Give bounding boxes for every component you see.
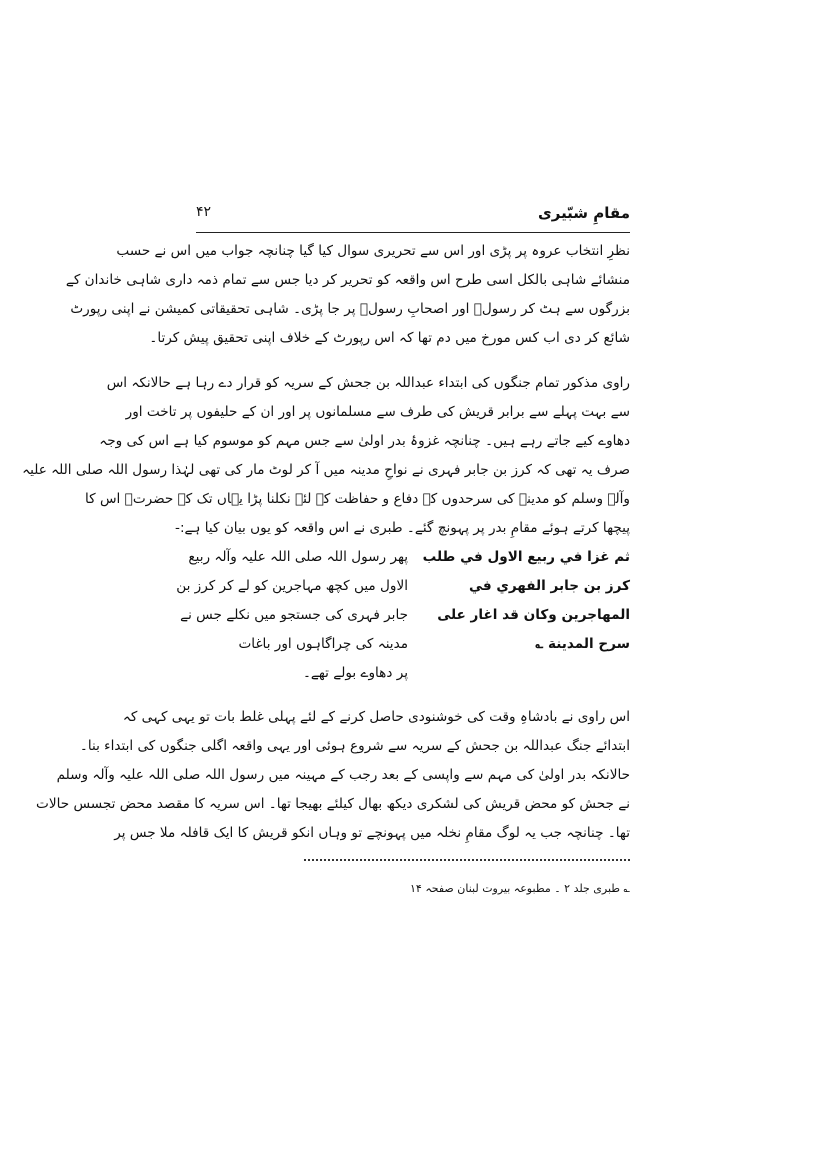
text-line: بزرگوں سے ہٹ کر رسولؐ اور اصحابِ رسولؐ پر جا پڑی۔ شاہی تحقیقاتی کمیشن نے اپنی رپورٹ <box>70 301 630 317</box>
footnote: ؎ طبری جلد ۲ ۔ مطبوعہ بیروت لبنان صفحہ ۱۴ <box>410 882 630 895</box>
arabic-quote-line: المهاجرين وكان قد اغار على <box>437 607 630 623</box>
arabic-quote-line: سرح المدينة ؎ <box>535 636 630 652</box>
text-line: اس راوی نے بادشاہِ وقت کی خوشنودی حاصل کرنے کے لئے پہلی غلط بات تو یہی کہی کہ <box>122 709 630 725</box>
page-number: ۴۲ <box>196 204 212 220</box>
urdu-translation-line: جابر فہری کی جستجو میں نکلے جس نے <box>180 607 408 623</box>
text-line: تھا۔ چنانچہ جب یہ لوگ مقامِ نخلہ میں پہونچے تو وہاں انکو قریش کا ایک قافلہ ملا جس پر <box>114 825 630 841</box>
quotation-block <box>176 544 630 684</box>
text-line: نظرِ انتخاب عروہ پر پڑی اور اس سے تحریری سوال کیا گیا چنانچہ جواب میں اس نے حسب <box>116 243 630 259</box>
text-line: دھاوے کیے جاتے رہے ہیں۔ چنانچہ غزوۂ بدر اولیٰ سے جس مہم کو موسوم کیا ہے اس کی وجہ <box>99 433 630 449</box>
urdu-translation-line: الاول میں کچھ مہاجرین کو لے کر کرز بن <box>176 578 408 594</box>
footnote-separator <box>304 859 630 871</box>
text-line: صرف یہ تھی کہ کرز بن جابر فہری نے نواحِ مدینہ میں آ کر لوٹ مار کی تھی لہٰذا رسول اللہ صلی اللہ علیہ <box>22 462 630 478</box>
text-line: سے بہت پہلے سے برابر قریش کی طرف سے مسلمانوں پر اور ان کے حلیفوں پر تاخت اور <box>125 404 630 420</box>
text-line: شائع کر دی اب کس مورخ میں دم تھا کہ اس رپورٹ کے خلاف اپنی تحقیق پیش کرتا۔ <box>149 330 630 346</box>
text-line: ابتدائے جنگ عبداللہ بن جحش کے سریہ سے شروع ہوئی اور یہی واقعہ اگلی جنگوں کی ابتداء بنا۔ <box>79 738 630 754</box>
text-line: منشائے شاہی بالکل اسی طرح اس واقعہ کو تحریر کر دیا جس سے تمام ذمہ داری شاہی خاندان کے <box>65 272 630 288</box>
header-rule <box>196 232 630 233</box>
text-line: نے جحش کو محض قریش کی لشکری دیکھ بھال کیلئے بھیجا تھا۔ اس سریہ کا مقصد محض تجسس حالات <box>36 796 630 812</box>
arabic-quote-line: ثم غزا في ربيع الاول في طلب <box>422 549 630 565</box>
urdu-translation-line: مدینہ کی چراگاہوں اور باغات <box>238 636 408 652</box>
urdu-translation-line: پھر رسول اللہ صلی اللہ علیہ وآلہ ربیع <box>188 549 408 565</box>
text-line: وآلہ وسلم کو مدینے کی سرحدوں کے دفاع و حفاظت کے لئے نکلنا پڑا یہاں تک کہ حضرتؐ اس کا <box>85 491 630 507</box>
urdu-translation-line: پر دھاوے بولے تھے۔ <box>302 665 408 681</box>
book-title: مقامِ شبّیری <box>537 204 630 222</box>
text-line: پیچھا کرتے ہوئے مقامِ بدر پر پہونچ گئے۔ طبری نے اس واقعہ کو یوں بیان کیا ہے:- <box>175 520 630 536</box>
text-line: راوی مذکور تمام جنگوں کی ابتداء عبداللہ بن جحش کے سریہ کو قرار دے رہا ہے حالانکہ اس <box>106 375 630 391</box>
text-line: حالانکہ بدر اولیٰ کی مہم سے واپسی کے بعد رجب کے مہینہ میں رسول اللہ صلی اللہ علیہ وآلہ وسلم <box>56 767 630 783</box>
page-header <box>196 204 630 232</box>
arabic-quote-line: كرز بن جابر الفهري في <box>468 578 630 594</box>
